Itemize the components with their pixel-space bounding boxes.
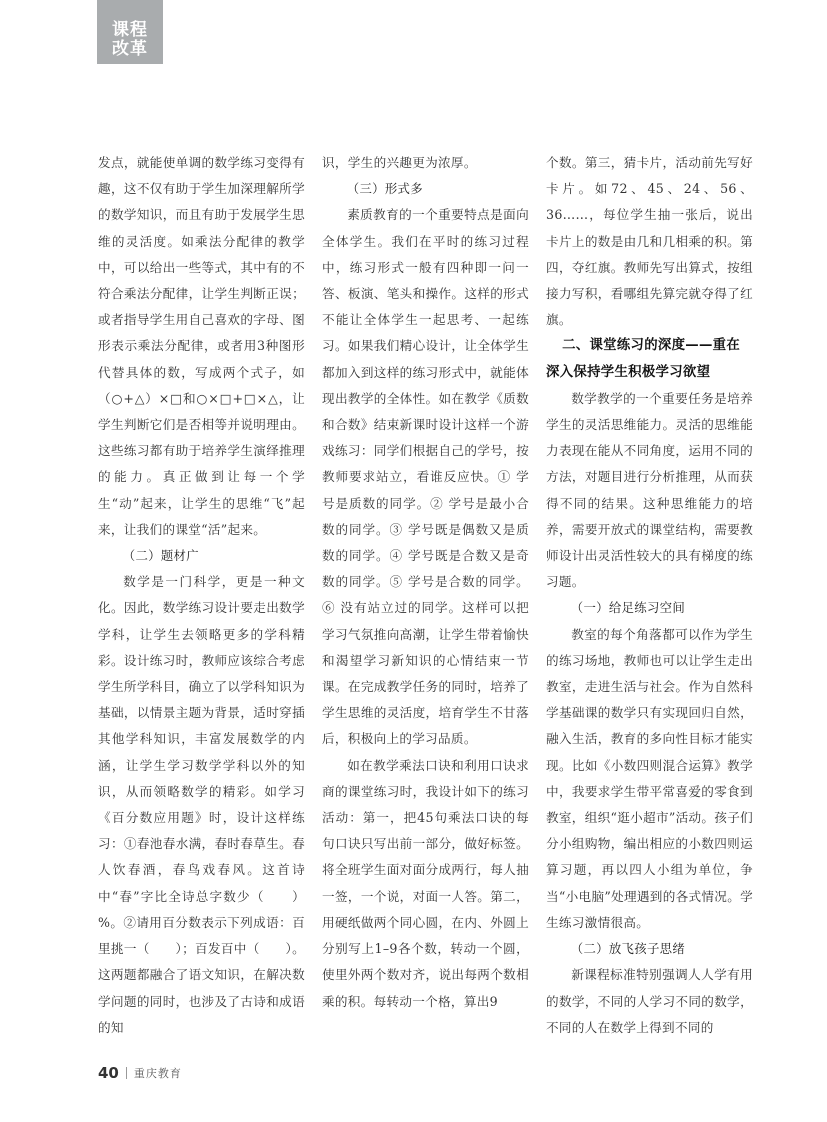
paragraph: 如在教学乘法口诀和利用口诀求商的课堂练习时，我设计如下的练习活动：第一，把45句乘法口诀的每句口诀只写出前一部分，做好标签。将全班学生面对面分成两行，每人抽一签，一个说，对面一人答。第二，用硬纸做两个同心圆，在内、外圆上分别写上1–9各个数，转动一个圆，使里外两个数对齐，说出每两个数相乘的积。每转动一个格，算出9 (322, 757, 529, 1009)
paragraph: 个数。第三，猜卡片，活动前先写好卡片。如72、45、24、56、36……，每位学生抽一张后，说出卡片上的数是由几和几相乘的积。第四，夺红旗。教师先写出算式，按组接力写积，看哪组先算完就夺得了红旗。 (546, 155, 753, 328)
paragraph: 数学是一门科学，更是一种文化。因此，数学练习设计要走出数学学科，让学生去领略更多的学科精彩。设计练习时，教师应该综合考虑学生所学科目，确立了以学科知识为基础，以情景主题为背景，适时穿插其他学科知识，丰富发展数学的内涵，让学生学习数学学科以外的知识，从而领略数学的精彩。如学习《百分数应用题》时，设计这样练习：①春池春水满，春时春草生。春人饮春酒，春鸟戏春风。这首诗中“春”字比全诗总字数少（ ）%。②请用百分数表示下列成语：百里挑一（ ）；百发百中（ ）。这两题都融合了语文知识，在解决数学问题的同时，也涉及了古诗和成语的知 (98, 574, 305, 1035)
paragraph: 新课程标准特别强调人人学有用的数学，不同的人学习不同的数学，不同的人在数学上得到不同的 (546, 967, 753, 1035)
footer-divider (126, 1067, 127, 1079)
text-column-1 (98, 150, 305, 1041)
subheading-forms: （三）形式多 (346, 181, 423, 197)
section-tag-line2: 改革 (112, 39, 148, 59)
subheading-fly: （二）放飞孩子思绪 (570, 941, 686, 957)
paragraph: 数学教学的一个重要任务是培养学生的灵活思维能力。灵活的思维能力表现在能从不同角度，运用不同的方法，对题目进行分析推理，从而获得不同的结果。这种思维能力的培养，需要开放式的课堂结构，需要教师设计出灵活性较大的具有梯度的练习题。 (546, 390, 753, 590)
text-column-2 (322, 150, 529, 1015)
text-column-3 (546, 150, 753, 1041)
paragraph: 发点，就能使单调的数学练习变得有趣，这不仅有助于学生加深理解所学的数学知识，而且有助于发展学生思维的灵活度。如乘法分配律的教学中，可以给出一些等式，其中有的不符合乘法分配律，让学生判断正误；或者指导学生用自己喜欢的字母、图形表示乘法分配律，或者用3种图形代替具体的数，写成两个式子，如（○+△）×□和○×□+□×△，让学生判断它们是否相等并说明理由。这些练习都有助于培养学生演绎推理的能力。真正做到让每一个学生“动”起来，让学生的思维“飞”起来，让我们的课堂“活”起来。 (98, 155, 305, 537)
paragraph: 素质教育的一个重要特点是面向全体学生。我们在平时的练习过程中，练习形式一般有四种即一问一答、板演、笔头和操作。这样的形式不能让全体学生一起思考、一起练习。如果我们精心设计，让全体学生都加入到这样的练习形式中，就能体现出教学的全体性。如在教学《质数和合数》结束新课时设计这样一个游戏练习：同学们根据自己的学号，按教师要求站立，看谁反应快。① 学号是质数的同学。② 学号是最小合数的同学。③ 学号既是偶数又是质数的同学。④ 学号既是合数又是奇数的同学。⑤ 学号是合数的同学。⑥ 没有站立过的同学。这样可以把学习气氛推向高潮，让学生带着愉快和渴望学习新知识的心情结束一节课。在完成教学任务的同时，培养了学生思维的灵活度，培育学生不甘落后，积极向上的学习品质。 (322, 207, 529, 747)
section-heading: 二、课堂练习的深度——重在深入保持学生积极学习欲望 (546, 338, 741, 380)
subheading-space: （一）给足练习空间 (570, 600, 686, 616)
section-tag-line1: 课程 (112, 20, 148, 40)
paragraph: 识，学生的兴趣更为浓厚。 (322, 155, 477, 170)
journal-name: 重庆教育 (133, 1067, 182, 1080)
subheading-materials: （二）题材广 (122, 548, 199, 564)
paragraph: 教室的每个角落都可以作为学生的练习场地，教师也可以让学生走出教室，走进生活与社会。作为自然科学基础课的数学只有实现回归自然，融入生活，教育的多向性目标才能实现。比如《小数四则混合运算》教学中，我要求学生带平常喜爱的零食到教室，组织“逛小超市”活动。孩子们分小组购物，编出相应的小数四则运算习题，再以四人小组为单位，争当“小电脑”处理遇到的各式情况。学生练习激情很高。 (546, 626, 753, 930)
page-footer (98, 1061, 182, 1085)
page-number: 40 (98, 1064, 119, 1082)
section-tag (97, 0, 163, 64)
